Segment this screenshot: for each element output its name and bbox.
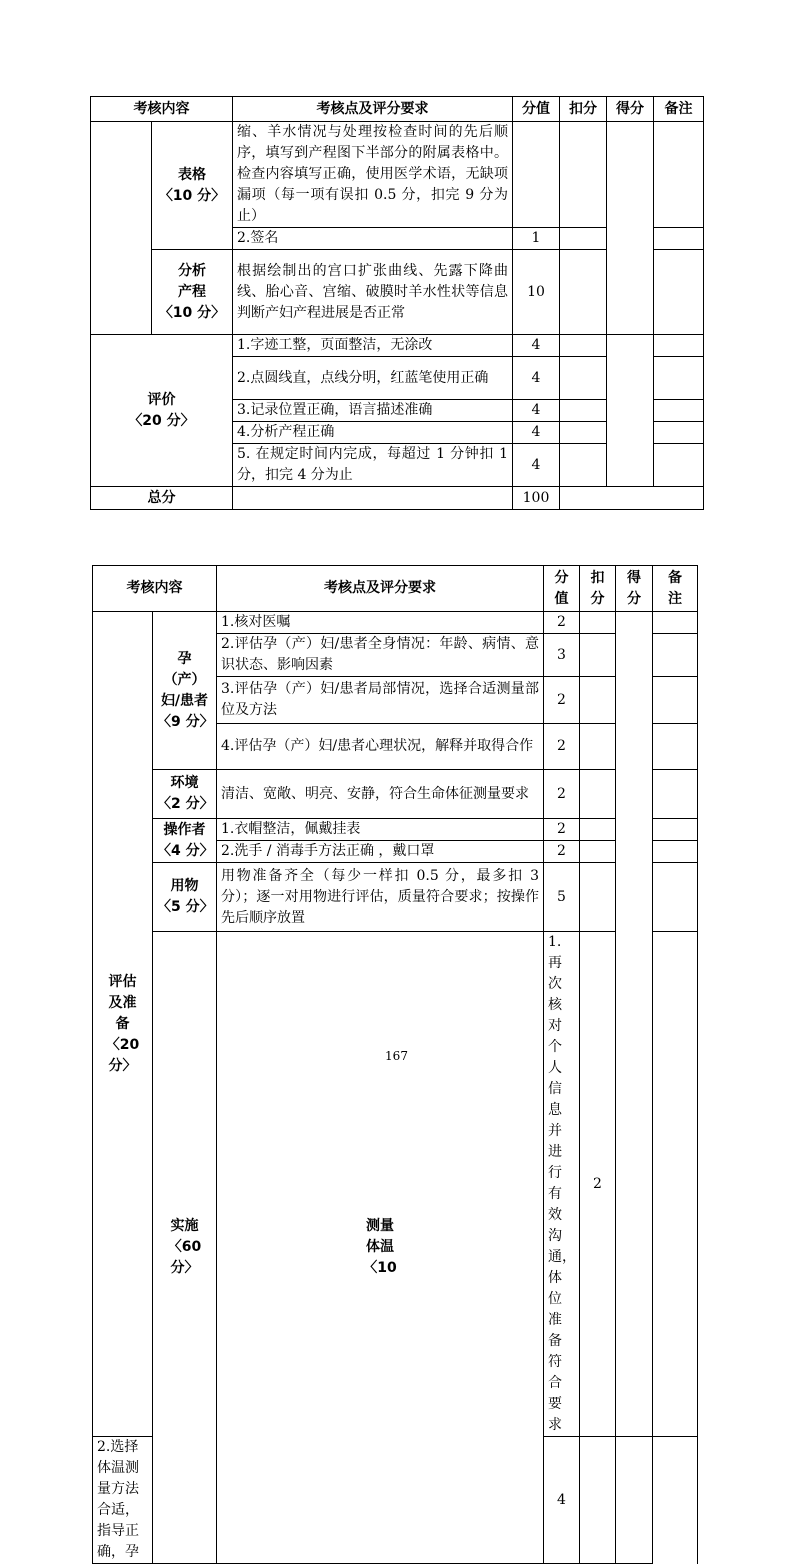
remark-cell bbox=[654, 122, 704, 228]
remark-cell bbox=[654, 228, 704, 250]
category-shishi: 实施 〈60 分〉 bbox=[153, 932, 217, 1564]
page-number: 167 bbox=[385, 1049, 408, 1063]
remark-cell bbox=[653, 677, 698, 724]
remark-cell bbox=[654, 250, 704, 335]
score-value: 1 bbox=[513, 228, 560, 250]
score-value: 2 bbox=[544, 819, 580, 841]
category-huanjing: 环境 〈2 分〉 bbox=[153, 770, 217, 819]
deduct-cell bbox=[580, 841, 616, 863]
header-score: 分值 bbox=[513, 97, 560, 122]
category-caozuozhe: 操作者 〈4 分〉 bbox=[153, 819, 217, 863]
remark-cell bbox=[653, 724, 698, 770]
score-value bbox=[513, 122, 560, 228]
deduct-cell bbox=[560, 357, 607, 400]
header-content: 考核内容 bbox=[93, 566, 217, 612]
deduct-cell bbox=[580, 819, 616, 841]
deduct-cell bbox=[560, 335, 607, 357]
remark-cell bbox=[616, 1437, 653, 1564]
got-cell bbox=[616, 612, 653, 1437]
header-deduct: 扣分 bbox=[560, 97, 607, 122]
requirement-text: 根据绘制出的宫口扩张曲线、先露下降曲线、胎心音、宫缩、破膜时羊水性状等信息判断产妇产程进展是否正常 bbox=[233, 250, 513, 335]
score-value: 4 bbox=[513, 357, 560, 400]
deduct-cell bbox=[560, 228, 607, 250]
table-row bbox=[91, 122, 704, 228]
remark-cell bbox=[654, 400, 704, 422]
table-row bbox=[93, 612, 698, 634]
remark-cell bbox=[653, 819, 698, 841]
score-value: 4 bbox=[513, 400, 560, 422]
score-value: 2 bbox=[544, 677, 580, 724]
total-trailing bbox=[560, 487, 704, 510]
requirement-text: 4.分析产程正确 bbox=[233, 422, 513, 444]
requirement-text: 2.签名 bbox=[233, 228, 513, 250]
score-value: 4 bbox=[544, 1437, 580, 1564]
category-biaoge: 表格 〈10 分〉 bbox=[152, 122, 233, 250]
remark-cell bbox=[654, 335, 704, 357]
requirement-text: 2.点圆线直，点线分明，红蓝笔使用正确 bbox=[233, 357, 513, 400]
deduct-cell bbox=[580, 770, 616, 819]
remark-cell bbox=[654, 357, 704, 400]
category-pingjia: 评价 〈20 分〉 bbox=[91, 335, 233, 487]
header-remark: 备 注 bbox=[653, 566, 698, 612]
requirement-text: 1.再次核对个人信息并进行有效沟通，体位准备符合要求 bbox=[544, 932, 580, 1437]
remark-cell bbox=[654, 422, 704, 444]
remark-cell bbox=[653, 863, 698, 932]
deduct-cell bbox=[560, 422, 607, 444]
total-blank bbox=[233, 487, 513, 510]
score-value: 10 bbox=[513, 250, 560, 335]
requirement-text: 5. 在规定时间内完成，每超过 1 分钟扣 1 分，扣完 4 分为止 bbox=[233, 444, 513, 487]
header-requirements: 考核点及评分要求 bbox=[217, 566, 544, 612]
deduct-cell bbox=[580, 612, 616, 634]
requirement-text: 4.评估孕（产）妇/患者心理状况，解释并取得合作 bbox=[217, 724, 544, 770]
score-value: 4 bbox=[513, 444, 560, 487]
header-requirements: 考核点及评分要求 bbox=[233, 97, 513, 122]
table-row bbox=[93, 819, 698, 841]
total-row bbox=[91, 487, 704, 510]
deduct-cell bbox=[560, 444, 607, 487]
deduct-cell bbox=[580, 724, 616, 770]
deduct-cell bbox=[653, 932, 698, 1437]
requirement-text: 3.记录位置正确，语言描述准确 bbox=[233, 400, 513, 422]
category-tiwen: 测量 体温 〈10 bbox=[217, 932, 544, 1564]
table-row bbox=[91, 335, 704, 357]
requirement-text: 1.衣帽整洁，佩戴挂表 bbox=[217, 819, 544, 841]
requirement-text: 2.洗手 / 消毒手方法正确 ，戴口罩 bbox=[217, 841, 544, 863]
requirement-text: 2.选择体温测量方法合适，指导正确，孕 bbox=[93, 1437, 153, 1564]
score-value: 2 bbox=[544, 612, 580, 634]
remark-cell bbox=[653, 841, 698, 863]
table-row bbox=[93, 932, 698, 1437]
scoring-table-2 bbox=[92, 565, 698, 1564]
category-fenxi: 分析 产程 〈10 分〉 bbox=[152, 250, 233, 335]
total-score: 100 bbox=[513, 487, 560, 510]
blank-category-cell bbox=[91, 122, 152, 335]
table1-header-row bbox=[91, 97, 704, 122]
score-value: 2 bbox=[544, 724, 580, 770]
score-value: 3 bbox=[544, 634, 580, 677]
deduct-cell bbox=[560, 122, 607, 228]
requirement-text: 1.核对医嘱 bbox=[217, 612, 544, 634]
deduct-cell bbox=[580, 1437, 616, 1564]
table-row bbox=[93, 770, 698, 819]
remark-cell bbox=[653, 770, 698, 819]
table-row bbox=[93, 863, 698, 932]
header-remark: 备注 bbox=[654, 97, 704, 122]
deduct-cell bbox=[560, 400, 607, 422]
total-label: 总分 bbox=[91, 487, 233, 510]
score-value: 4 bbox=[513, 422, 560, 444]
requirement-text: 2.评估孕（产）妇/患者全身情况：年龄、病情、意识状态、影响因素 bbox=[217, 634, 544, 677]
score-value: 2 bbox=[544, 841, 580, 863]
scoring-table-1 bbox=[90, 96, 704, 510]
remark-cell bbox=[653, 612, 698, 634]
table2-header-row bbox=[93, 566, 698, 612]
category-yunfu: 孕（产） 妇/患者 〈9 分〉 bbox=[153, 612, 217, 770]
requirement-text: 清洁、宽敞、明亮、安静，符合生命体征测量要求 bbox=[217, 770, 544, 819]
requirement-text: 缩、羊水情况与处理按检查时间的先后顺序，填写到产程图下半部分的附属表格中。检查内容填写正确，使用医学术语，无缺项漏项（每一项有误扣 0.5 分，扣完 9 分为止） bbox=[233, 122, 513, 228]
deduct-cell bbox=[580, 634, 616, 677]
remark-cell bbox=[654, 444, 704, 487]
header-got: 得分 bbox=[607, 97, 654, 122]
header-score: 分 值 bbox=[544, 566, 580, 612]
category-pinggu: 评估 及准 备 〈20 分〉 bbox=[93, 612, 153, 1437]
remark-cell bbox=[653, 634, 698, 677]
got-cell bbox=[607, 122, 654, 335]
got-cell bbox=[607, 335, 654, 487]
requirement-text: 用物准备齐全（每少一样扣 0.5 分，最多扣 3 分）；逐一对用物进行评估，质量符合要求；按操作先后顺序放置 bbox=[217, 863, 544, 932]
requirement-text: 1.字迹工整，页面整洁，无涂改 bbox=[233, 335, 513, 357]
category-yongwu: 用物 〈5 分〉 bbox=[153, 863, 217, 932]
deduct-cell bbox=[580, 677, 616, 724]
deduct-cell bbox=[580, 863, 616, 932]
requirement-text: 3.评估孕（产）妇/患者局部情况，选择合适测量部位及方法 bbox=[217, 677, 544, 724]
score-value: 2 bbox=[580, 932, 616, 1437]
header-deduct: 扣 分 bbox=[580, 566, 616, 612]
score-value: 5 bbox=[544, 863, 580, 932]
header-content: 考核内容 bbox=[91, 97, 233, 122]
score-value: 4 bbox=[513, 335, 560, 357]
header-got: 得 分 bbox=[616, 566, 653, 612]
deduct-cell bbox=[560, 250, 607, 335]
score-value: 2 bbox=[544, 770, 580, 819]
